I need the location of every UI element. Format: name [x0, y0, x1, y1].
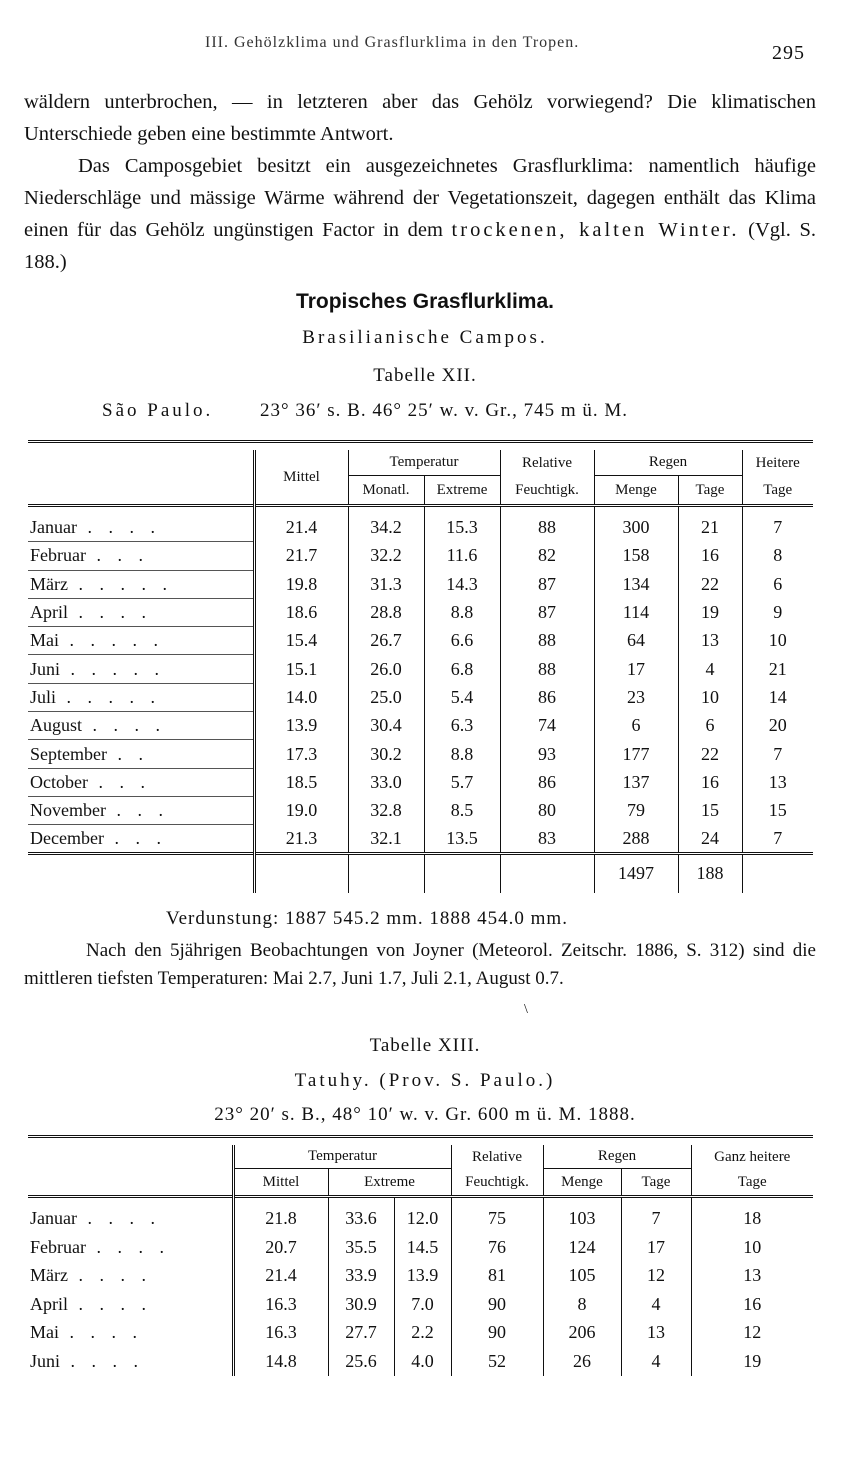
- t13-col-menge: Menge: [543, 1169, 621, 1197]
- cell-feucht: 93: [500, 740, 594, 768]
- month-cell: [28, 1233, 233, 1262]
- cell-menge: 114: [594, 598, 678, 626]
- col-relative: Relative: [500, 450, 594, 476]
- col-heitere: Heitere: [755, 454, 800, 471]
- cell-extreme: 14.3: [424, 570, 500, 598]
- col-monatl: Monatl.: [348, 476, 424, 506]
- month-name: Mai: [30, 1322, 59, 1343]
- leader-dots: . . . .: [76, 1208, 161, 1229]
- table-row: [28, 514, 813, 542]
- table-row: [28, 1205, 813, 1234]
- leader-dots: . . . .: [60, 1350, 145, 1371]
- cell-ext_min: 7.0: [394, 1290, 451, 1319]
- spacer-cell: [424, 506, 500, 514]
- cell-tage: 12: [621, 1262, 691, 1291]
- table-12-coordinates: 23° 36′ s. B. 46° 25′ w. v. Gr., 745 m ü. M.: [260, 400, 629, 421]
- table-row: [28, 1262, 813, 1291]
- cell-heitere: 8: [773, 545, 783, 566]
- cell-tage: 10: [678, 683, 742, 711]
- cell-tage: 7: [621, 1205, 691, 1234]
- spacer-cell: [678, 506, 742, 514]
- cell-extreme: 5.7: [424, 768, 500, 796]
- cell-menge: 158: [594, 542, 678, 570]
- totals-empty-cell: [424, 853, 500, 893]
- cell-heitere: 18: [743, 1208, 762, 1229]
- spacer-cell: [394, 1197, 451, 1205]
- t13-col-temperatur: Temperatur: [233, 1145, 451, 1169]
- leader-dots: . .: [106, 743, 149, 764]
- cell-extreme: 6.6: [424, 627, 500, 655]
- leader-dots: . . . .: [82, 715, 167, 736]
- cell-mittel: 21.4: [233, 1262, 328, 1291]
- spacer-cell: [594, 506, 678, 514]
- cell-menge: 103: [543, 1205, 621, 1234]
- cell-tage: 6: [678, 712, 742, 740]
- cell-menge: 79: [594, 796, 678, 824]
- month-name: November: [30, 800, 106, 821]
- cell-tage: 22: [678, 570, 742, 598]
- paragraph-2-emphasis: trockenen, kalten Winter.: [451, 219, 740, 241]
- cell-tage: 16: [678, 542, 742, 570]
- cell-feucht: 88: [500, 627, 594, 655]
- totals-label-cell: [28, 853, 254, 893]
- table-row: [28, 570, 813, 598]
- cell-tage: 21: [678, 514, 742, 542]
- section-subtitle: Brasilianische Campos.: [302, 327, 548, 348]
- month-name: April: [30, 602, 68, 623]
- cell-menge: 26: [543, 1347, 621, 1376]
- cell-feucht: 88: [500, 655, 594, 683]
- col-heitere-tage: Tage: [763, 481, 793, 498]
- spacer-cell: [348, 506, 424, 514]
- cell-mittel: 19.0: [254, 796, 348, 824]
- cell-mittel: 14.8: [233, 1347, 328, 1376]
- month-name: September: [30, 743, 107, 764]
- cell-menge: 64: [594, 627, 678, 655]
- cell-mittel: 14.0: [254, 683, 348, 711]
- cell-extreme: 6.3: [424, 712, 500, 740]
- total-tage: 188: [678, 853, 742, 893]
- leader-dots: . . .: [103, 827, 167, 848]
- month-name: Januar: [30, 516, 77, 537]
- spacer-cell: [254, 506, 348, 514]
- cell-feucht: 76: [451, 1233, 543, 1262]
- cell-menge: 124: [543, 1233, 621, 1262]
- spacer-cell: [742, 506, 813, 514]
- month-cell: [28, 712, 254, 740]
- leader-dots: . . . . .: [59, 630, 164, 651]
- month-name: Juli: [30, 686, 57, 707]
- cell-monatl: 30.4: [348, 712, 424, 740]
- cell-monatl: 26.0: [348, 655, 424, 683]
- leader-dots: . . . .: [67, 1265, 152, 1286]
- cell-heitere: 6: [773, 573, 783, 594]
- cell-monatl: 32.1: [348, 825, 424, 853]
- leader-dots: . . . .: [85, 1236, 170, 1257]
- table-row: [28, 768, 813, 796]
- spacer-cell: [500, 506, 594, 514]
- cell-mittel: 19.8: [254, 570, 348, 598]
- cell-feucht: 80: [500, 796, 594, 824]
- cell-ext_max: 27.7: [328, 1319, 394, 1348]
- table-13: [28, 1135, 813, 1376]
- cell-monatl: 26.7: [348, 627, 424, 655]
- cell-menge: 8: [543, 1290, 621, 1319]
- cell-ext_max: 33.9: [328, 1262, 394, 1291]
- cell-ext_min: 13.9: [394, 1262, 451, 1291]
- cell-heitere: 9: [773, 602, 783, 623]
- cell-extreme: 8.8: [424, 740, 500, 768]
- cell-monatl: 30.2: [348, 740, 424, 768]
- leader-dots: . . . .: [76, 516, 161, 537]
- table-13-label: Tabelle XIII.: [369, 1035, 481, 1056]
- month-name: März: [30, 1265, 68, 1286]
- col-regen: Regen: [594, 450, 742, 476]
- cell-ext_min: 2.2: [394, 1319, 451, 1348]
- table-row: [28, 825, 813, 853]
- table-row: [28, 655, 813, 683]
- month-cell: [28, 598, 254, 626]
- spacer-cell: [451, 1197, 543, 1205]
- cell-menge: 6: [594, 712, 678, 740]
- cell-feucht: 52: [451, 1347, 543, 1376]
- month-name: Februar: [30, 545, 86, 566]
- col-feuchtigk: Feuchtigk.: [500, 476, 594, 506]
- table-row: [28, 1290, 813, 1319]
- cell-extreme: 8.8: [424, 598, 500, 626]
- month-name: Mai: [30, 630, 59, 651]
- leader-dots: . . . . .: [60, 658, 166, 679]
- table-row: [28, 712, 813, 740]
- table-row: [28, 627, 813, 655]
- cell-feucht: 75: [451, 1205, 543, 1234]
- cell-tage: 13: [678, 627, 742, 655]
- cell-feucht: 88: [500, 514, 594, 542]
- table-12-label: Tabelle XII.: [373, 365, 477, 386]
- cell-monatl: 25.0: [348, 683, 424, 711]
- cell-ext_min: 4.0: [394, 1347, 451, 1376]
- cell-heitere: 7: [773, 743, 783, 764]
- cell-heitere: 14: [768, 686, 787, 707]
- month-cell: [28, 627, 254, 655]
- running-head-title: III. Gehölzklima und Grasflurklima in den Tropen.: [205, 34, 580, 51]
- spacer-cell: [28, 506, 254, 514]
- cell-mittel: 13.9: [254, 712, 348, 740]
- leader-dots: . . . .: [68, 602, 152, 623]
- t13-col-relative: Relative: [451, 1145, 543, 1169]
- month-name: Januar: [30, 1208, 77, 1229]
- running-head: [0, 34, 850, 64]
- cell-menge: 23: [594, 683, 678, 711]
- cell-heitere: 10: [768, 630, 787, 651]
- month-cell: [28, 683, 254, 711]
- leader-dots: . . .: [87, 771, 151, 792]
- cell-menge: 17: [594, 655, 678, 683]
- cell-tage: 15: [678, 796, 742, 824]
- cell-menge: 105: [543, 1262, 621, 1291]
- cell-monatl: 32.2: [348, 542, 424, 570]
- totals-empty-cell: [254, 853, 348, 893]
- t13-col-extreme: Extreme: [328, 1169, 451, 1197]
- stray-mark: \: [524, 1002, 528, 1017]
- col-extreme: Extreme: [424, 476, 500, 506]
- cell-mittel: 18.5: [254, 768, 348, 796]
- cell-monatl: 33.0: [348, 768, 424, 796]
- cell-feucht: 82: [500, 542, 594, 570]
- leader-dots: . . . . .: [67, 573, 173, 594]
- cell-monatl: 28.8: [348, 598, 424, 626]
- month-cell: [28, 655, 254, 683]
- cell-extreme: 8.5: [424, 796, 500, 824]
- month-name: Juni: [30, 658, 61, 679]
- month-name: März: [30, 573, 68, 594]
- leader-dots: . . .: [105, 800, 169, 821]
- cell-menge: 206: [543, 1319, 621, 1348]
- cell-tage: 4: [621, 1347, 691, 1376]
- cell-feucht: 86: [500, 683, 594, 711]
- cell-feucht: 81: [451, 1262, 543, 1291]
- cell-ext_min: 12.0: [394, 1205, 451, 1234]
- t13-col-feuchtigk: Feuchtigk.: [451, 1169, 543, 1197]
- table-row: [28, 598, 813, 626]
- paragraph-2: [24, 150, 816, 278]
- table-row: [28, 1233, 813, 1262]
- cell-mittel: 17.3: [254, 740, 348, 768]
- paragraph-3: Nach den 5jährigen Beobachtungen von Joyner (Meteorol. Zeitschr. 1886, S. 312) sind die mittleren tiefsten Temperaturen: Mai 2.7, Juni 1.7, Juli 2.1, August 0.7.: [24, 940, 816, 989]
- month-cell: [28, 796, 254, 824]
- cell-heitere: 21: [768, 658, 787, 679]
- table-row: [28, 683, 813, 711]
- table-row: [28, 796, 813, 824]
- totals-empty-cell: [500, 853, 594, 893]
- cell-ext_max: 30.9: [328, 1290, 394, 1319]
- cell-mittel: 15.1: [254, 655, 348, 683]
- leader-dots: . . . . .: [56, 686, 162, 707]
- cell-feucht: 87: [500, 570, 594, 598]
- t13-col-ganz-tage: Tage: [737, 1173, 767, 1190]
- cell-heitere: 16: [743, 1293, 762, 1314]
- cell-ext_max: 33.6: [328, 1205, 394, 1234]
- col-temperatur: Temperatur: [348, 450, 500, 476]
- totals-empty-cell: [348, 853, 424, 893]
- spacer-cell: [28, 1197, 233, 1205]
- cell-monatl: 31.3: [348, 570, 424, 598]
- cell-menge: 137: [594, 768, 678, 796]
- cell-feucht: 87: [500, 598, 594, 626]
- t13-col-mittel: Mittel: [233, 1169, 328, 1197]
- cell-mittel: 21.4: [254, 514, 348, 542]
- month-cell: [28, 768, 254, 796]
- leader-dots: . . .: [85, 545, 149, 566]
- cell-extreme: 11.6: [424, 542, 500, 570]
- cell-extreme: 15.3: [424, 514, 500, 542]
- cell-menge: 288: [594, 825, 678, 853]
- verdunstung-line: Verdunstung: 1887 545.2 mm. 1888 454.0 mm.: [166, 908, 568, 929]
- cell-mittel: 15.4: [254, 627, 348, 655]
- col-menge: Menge: [594, 476, 678, 506]
- month-cell: [28, 1319, 233, 1348]
- cell-mittel: 16.3: [233, 1290, 328, 1319]
- month-cell: [28, 514, 254, 542]
- cell-ext_min: 14.5: [394, 1233, 451, 1262]
- paragraph-2-text: Das Camposgebiet besitzt ein ausgezeichnetes Grasflurklima: namentlich häufige Niederschläge und mässige Wärme während der Vegetationszeit, dagegen enthält das Klima einen für das Gehölz ungünstigen Factor in dem: [24, 155, 816, 241]
- month-name: Juni: [30, 1350, 61, 1371]
- t13-col-tage: Tage: [621, 1169, 691, 1197]
- cell-mittel: 21.8: [233, 1205, 328, 1234]
- cell-feucht: 86: [500, 768, 594, 796]
- cell-monatl: 32.8: [348, 796, 424, 824]
- month-cell: [28, 570, 254, 598]
- t13-col-regen: Regen: [543, 1145, 691, 1169]
- cell-tage: 17: [621, 1233, 691, 1262]
- month-cell: [28, 740, 254, 768]
- table-12-station: São Paulo.: [102, 400, 214, 421]
- cell-feucht: 90: [451, 1290, 543, 1319]
- cell-heitere: 13: [768, 771, 787, 792]
- cell-heitere: 12: [743, 1322, 762, 1343]
- cell-extreme: 6.8: [424, 655, 500, 683]
- totals-row: [28, 853, 813, 893]
- section-title: Tropisches Grasflurklima.: [296, 290, 554, 313]
- cell-monatl: 34.2: [348, 514, 424, 542]
- cell-ext_max: 25.6: [328, 1347, 394, 1376]
- month-cell: [28, 1347, 233, 1376]
- cell-heitere: 15: [768, 800, 787, 821]
- spacer-cell: [328, 1197, 394, 1205]
- cell-mittel: 21.7: [254, 542, 348, 570]
- cell-heitere: 7: [773, 827, 783, 848]
- cell-tage: 4: [621, 1290, 691, 1319]
- cell-ext_max: 35.5: [328, 1233, 394, 1262]
- spacer-cell: [543, 1197, 621, 1205]
- table-row: [28, 1319, 813, 1348]
- cell-extreme: 5.4: [424, 683, 500, 711]
- leader-dots: . . . .: [68, 1293, 152, 1314]
- month-name: December: [30, 827, 104, 848]
- cell-heitere: 20: [768, 715, 787, 736]
- month-name: August: [30, 715, 83, 736]
- t13-col-ganz-heitere: Ganz heitere: [714, 1148, 791, 1165]
- month-name: Februar: [30, 1236, 86, 1257]
- leader-dots: . . . .: [59, 1322, 143, 1343]
- cell-tage: 19: [678, 598, 742, 626]
- spacer-cell: [621, 1197, 691, 1205]
- month-name: October: [30, 771, 88, 792]
- cell-feucht: 74: [500, 712, 594, 740]
- table-row: [28, 542, 813, 570]
- table-12: [28, 440, 813, 893]
- cell-heitere: 10: [743, 1236, 762, 1257]
- month-cell: [28, 1290, 233, 1319]
- table-row: [28, 740, 813, 768]
- cell-mittel: 21.3: [254, 825, 348, 853]
- cell-heitere: 13: [743, 1265, 762, 1286]
- month-name: April: [30, 1293, 68, 1314]
- cell-tage: 13: [621, 1319, 691, 1348]
- total-menge: 1497: [594, 853, 678, 893]
- cell-mittel: 16.3: [233, 1319, 328, 1348]
- paragraph-1: wäldern unterbrochen, — in letzteren aber das Gehölz vorwiegend? Die klimatischen Unterschiede geben eine bestimmte Antwort.: [24, 91, 816, 145]
- cell-menge: 177: [594, 740, 678, 768]
- cell-tage: 24: [678, 825, 742, 853]
- table-13-station: Tatuhy. (Prov. S. Paulo.): [294, 1070, 556, 1091]
- cell-heitere: 19: [743, 1350, 762, 1371]
- cell-menge: 300: [594, 514, 678, 542]
- month-cell: [28, 542, 254, 570]
- cell-feucht: 90: [451, 1319, 543, 1348]
- col-mittel: Mittel: [254, 450, 348, 506]
- cell-tage: 4: [678, 655, 742, 683]
- col-tage: Tage: [678, 476, 742, 506]
- cell-feucht: 83: [500, 825, 594, 853]
- table-13-coordinates: 23° 20′ s. B., 48° 10′ w. v. Gr. 600 m ü. M. 1888.: [214, 1104, 636, 1125]
- month-cell: [28, 825, 254, 853]
- cell-menge: 134: [594, 570, 678, 598]
- cell-tage: 22: [678, 740, 742, 768]
- cell-extreme: 13.5: [424, 825, 500, 853]
- totals-empty-cell: [742, 853, 813, 893]
- cell-heitere: 7: [773, 517, 783, 538]
- paragraph-2-reference: (Vgl. S. 188.): [24, 219, 816, 273]
- spacer-cell: [691, 1197, 813, 1205]
- month-cell: [28, 1205, 233, 1234]
- spacer-cell: [233, 1197, 328, 1205]
- cell-mittel: 20.7: [233, 1233, 328, 1262]
- page-number: 295: [772, 42, 805, 64]
- table-row: [28, 1347, 813, 1376]
- cell-mittel: 18.6: [254, 598, 348, 626]
- cell-tage: 16: [678, 768, 742, 796]
- month-cell: [28, 1262, 233, 1291]
